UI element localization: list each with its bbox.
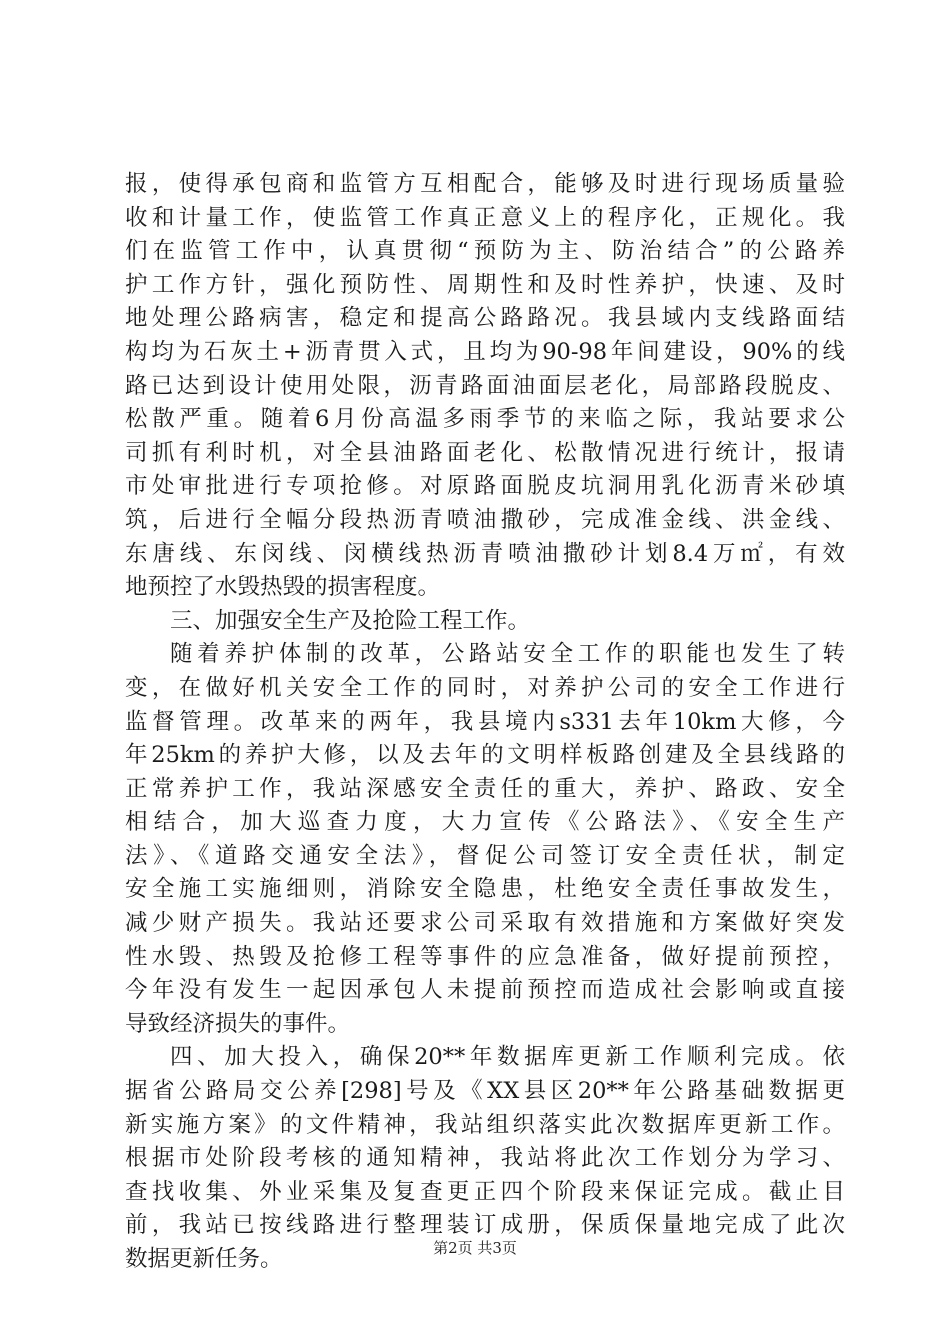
text-line: 年25km的养护大修，以及去年的文明样板路创建及全县线路的	[125, 742, 845, 769]
text-line: 司抓有利时机，对全县油路面老化、松散情况进行统计，报请	[125, 439, 845, 466]
text-line: 随着养护体制的改革，公路站安全工作的职能也发生了转	[170, 641, 845, 668]
text-line: 新实施方案》的文件精神，我站组织落实此次数据库更新工作。	[125, 1111, 845, 1138]
text-line: 安全施工实施细则，消除安全隐患，杜绝安全责任事故发生，	[125, 876, 845, 903]
text-line: 路已达到设计使用处限，沥青路面油面层老化，局部路段脱皮、	[125, 372, 845, 399]
text-line: 相结合，加大巡查力度，大力宣传《公路法》、《安全生产	[125, 809, 845, 836]
text-line: 根据市处阶段考核的通知精神，我站将此次工作划分为学习、	[125, 1145, 845, 1172]
text-line: 松散严重。随着6月份高温多雨季节的来临之际，我站要求公	[125, 406, 845, 433]
text-line: 减少财产损失。我站还要求公司采取有效措施和方案做好突发	[125, 910, 845, 937]
text-line: 前，我站已按线路进行整理装订成册，保质保量地完成了此次	[125, 1212, 845, 1239]
document-body	[125, 168, 845, 1277]
text-line: 地处理公路病害，稳定和提高公路路况。我县域内支线路面结	[125, 305, 845, 332]
text-line: 监督管理。改革来的两年，我县境内s331去年10km大修，今	[125, 708, 845, 735]
text-line: 地预控了水毁热毁的损害程度。	[125, 574, 441, 601]
text-line: 市处审批进行专项抢修。对原路面脱皮坑洞用乳化沥青米砂填	[125, 473, 845, 500]
page-footer: 第2页 共3页	[433, 1239, 517, 1257]
text-line: 报，使得承包商和监管方互相配合，能够及时进行现场质量验	[125, 171, 845, 197]
text-line: 三、加强安全生产及抢险工程工作。	[170, 607, 531, 634]
text-line: 收和计量工作，使监管工作真正意义上的程序化，正规化。我	[125, 204, 845, 231]
text-line: 们在监管工作中，认真贯彻“预防为主、防治结合”的公路养	[125, 238, 845, 265]
text-line: 护工作方针，强化预防性、周期性和及时性养护，快速、及时	[125, 271, 845, 298]
text-line: 正常养护工作，我站深感安全责任的重大，养护、路政、安全	[125, 775, 845, 802]
text-line: 四、加大投入，确保20**年数据库更新工作顺利完成。依	[170, 1044, 845, 1071]
text-line: 查找收集、外业采集及复查更正四个阶段来保证完成。截止目	[125, 1178, 845, 1205]
text-line: 今年没有发生一起因承包人未提前预控而造成社会影响或直接	[125, 977, 845, 1004]
text-line: 构均为石灰土+沥青贯入式，且均为90-98年间建设，90%的线	[125, 338, 845, 365]
text-line: 变，在做好机关安全工作的同时，对养护公司的安全工作进行	[125, 674, 845, 701]
text-line: 东唐线、东闵线、闵横线热沥青喷油撒砂计划8.4万㎡，有效	[125, 540, 845, 567]
text-line: 筑，后进行全幅分段热沥青喷油撒砂，完成准金线、洪金线、	[125, 506, 845, 533]
text-line: 导致经济损失的事件。	[125, 1010, 351, 1037]
text-line: 数据更新任务。	[125, 1246, 283, 1272]
text-line: 性水毁、热毁及抢修工程等事件的应急准备，做好提前预控，	[125, 943, 845, 970]
text-line: 据省公路局交公养[298]号及《XX县区20**年公路基础数据更	[125, 1078, 845, 1105]
text-line: 法》、《道路交通安全法》，督促公司签订安全责任状，制定	[125, 842, 845, 869]
